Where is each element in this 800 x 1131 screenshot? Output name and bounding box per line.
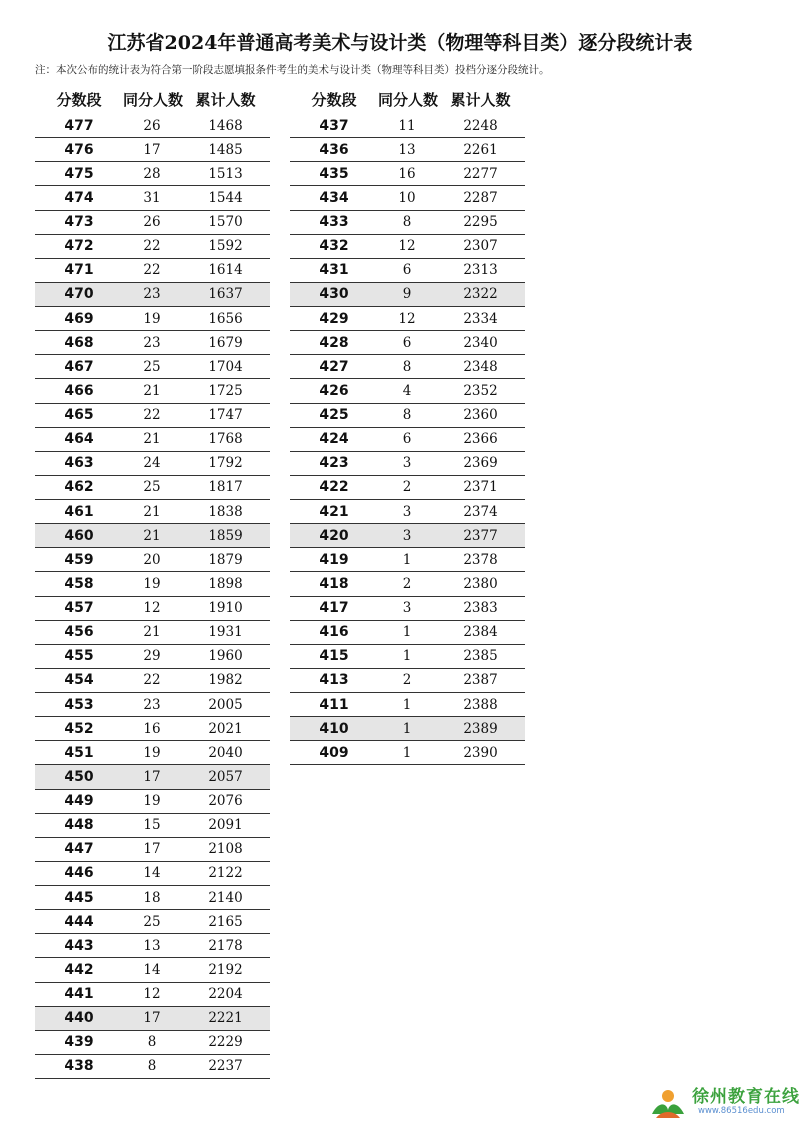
same-count-cell: 4 xyxy=(378,379,436,403)
cumulative-count-cell: 2313 xyxy=(436,258,525,282)
cumulative-count-cell: 1637 xyxy=(181,282,270,306)
cumulative-count-cell: 2360 xyxy=(436,403,525,427)
table-row xyxy=(290,331,525,355)
table-row xyxy=(35,548,270,572)
cumulative-count-cell: 1838 xyxy=(181,500,270,524)
table-row xyxy=(35,114,270,138)
same-count-cell: 28 xyxy=(123,162,181,186)
table-row xyxy=(35,693,270,717)
table-row xyxy=(35,282,270,306)
same-count-cell: 25 xyxy=(123,910,181,934)
same-count-cell: 8 xyxy=(378,355,436,379)
same-count-cell: 8 xyxy=(123,1030,181,1054)
table-row xyxy=(290,693,525,717)
cumulative-count-cell: 1859 xyxy=(181,524,270,548)
cumulative-count-cell: 2380 xyxy=(436,572,525,596)
same-count-cell: 22 xyxy=(123,403,181,427)
table-row xyxy=(35,958,270,982)
same-count-cell: 17 xyxy=(123,765,181,789)
same-count-cell: 19 xyxy=(123,741,181,765)
table-row xyxy=(35,572,270,596)
same-count-cell: 13 xyxy=(378,138,436,162)
same-count-cell: 8 xyxy=(378,403,436,427)
table-row xyxy=(35,331,270,355)
same-count-cell: 21 xyxy=(123,500,181,524)
cumulative-count-cell: 2021 xyxy=(181,717,270,741)
cumulative-count-cell: 1747 xyxy=(181,403,270,427)
table-row xyxy=(35,307,270,331)
same-count-cell: 12 xyxy=(378,307,436,331)
cumulative-count-cell: 2389 xyxy=(436,717,525,741)
same-count-cell: 19 xyxy=(123,789,181,813)
table-row xyxy=(290,668,525,692)
score-cell: 411 xyxy=(290,693,378,717)
cumulative-count-cell: 2348 xyxy=(436,355,525,379)
cumulative-count-cell: 2248 xyxy=(436,114,525,138)
same-count-cell: 25 xyxy=(123,355,181,379)
table-row xyxy=(35,210,270,234)
table-row xyxy=(35,741,270,765)
score-cell: 424 xyxy=(290,427,378,451)
same-count-cell: 9 xyxy=(378,282,436,306)
score-cell: 465 xyxy=(35,403,123,427)
table-row xyxy=(35,861,270,885)
same-count-cell: 1 xyxy=(378,693,436,717)
cumulative-count-cell: 1898 xyxy=(181,572,270,596)
cumulative-count-cell: 1910 xyxy=(181,596,270,620)
score-cell: 455 xyxy=(35,644,123,668)
cumulative-count-cell: 1468 xyxy=(181,114,270,138)
score-cell: 453 xyxy=(35,693,123,717)
score-cell: 428 xyxy=(290,331,378,355)
score-cell: 417 xyxy=(290,596,378,620)
same-count-cell: 21 xyxy=(123,620,181,644)
header-cumulative-count: 累计人数 xyxy=(450,90,511,109)
score-cell: 413 xyxy=(290,668,378,692)
table-row xyxy=(290,644,525,668)
table-row xyxy=(35,500,270,524)
score-cell: 470 xyxy=(35,282,123,306)
score-cell: 425 xyxy=(290,403,378,427)
table-row xyxy=(290,114,525,138)
cumulative-count-cell: 2307 xyxy=(436,234,525,258)
table-row xyxy=(290,475,525,499)
same-count-cell: 22 xyxy=(123,668,181,692)
cumulative-count-cell: 2374 xyxy=(436,500,525,524)
cumulative-count-cell: 2076 xyxy=(181,789,270,813)
table-row xyxy=(35,379,270,403)
same-count-cell: 23 xyxy=(123,282,181,306)
table-row xyxy=(35,934,270,958)
logo-name: 徐州教育在线 xyxy=(692,1087,800,1107)
score-cell: 458 xyxy=(35,572,123,596)
logo-url: www.86516edu.com xyxy=(698,1106,785,1116)
table-row xyxy=(290,500,525,524)
score-cell: 443 xyxy=(35,934,123,958)
header-row xyxy=(290,84,525,114)
table-row xyxy=(290,138,525,162)
table-row xyxy=(35,162,270,186)
table-row xyxy=(290,717,525,741)
table-row xyxy=(35,644,270,668)
same-count-cell: 19 xyxy=(123,307,181,331)
cumulative-count-cell: 1656 xyxy=(181,307,270,331)
score-cell: 474 xyxy=(35,186,123,210)
score-cell: 475 xyxy=(35,162,123,186)
cumulative-count-cell: 2385 xyxy=(436,644,525,668)
cumulative-count-cell: 2277 xyxy=(436,162,525,186)
cumulative-count-cell: 2287 xyxy=(436,186,525,210)
table-row xyxy=(35,234,270,258)
score-cell: 447 xyxy=(35,837,123,861)
page-title: 江苏省2024年普通高考美术与设计类（物理等科目类）逐分段统计表 xyxy=(107,32,693,54)
score-cell: 448 xyxy=(35,813,123,837)
same-count-cell: 18 xyxy=(123,886,181,910)
score-cell: 457 xyxy=(35,596,123,620)
same-count-cell: 8 xyxy=(123,1054,181,1078)
score-cell: 442 xyxy=(35,958,123,982)
score-cell: 410 xyxy=(290,717,378,741)
score-cell: 416 xyxy=(290,620,378,644)
cumulative-count-cell: 2369 xyxy=(436,451,525,475)
cumulative-count-cell: 1817 xyxy=(181,475,270,499)
cumulative-count-cell: 2383 xyxy=(436,596,525,620)
cumulative-count-cell: 2237 xyxy=(181,1054,270,1078)
cumulative-count-cell: 2140 xyxy=(181,886,270,910)
table-row xyxy=(290,162,525,186)
score-cell: 473 xyxy=(35,210,123,234)
score-cell: 437 xyxy=(290,114,378,138)
header-same-count: 同分人数 xyxy=(378,90,439,109)
cumulative-count-cell: 2229 xyxy=(181,1030,270,1054)
score-cell: 460 xyxy=(35,524,123,548)
cumulative-count-cell: 2005 xyxy=(181,693,270,717)
cumulative-count-cell: 1485 xyxy=(181,138,270,162)
same-count-cell: 14 xyxy=(123,958,181,982)
same-count-cell: 17 xyxy=(123,1006,181,1030)
same-count-cell: 15 xyxy=(123,813,181,837)
cumulative-count-cell: 1879 xyxy=(181,548,270,572)
cumulative-count-cell: 1768 xyxy=(181,427,270,451)
same-count-cell: 19 xyxy=(123,572,181,596)
score-cell: 446 xyxy=(35,861,123,885)
same-count-cell: 3 xyxy=(378,500,436,524)
table-note: 注：本次公布的统计表为符合第一阶段志愿填报条件考生的美术与设计类（物理等科目类）投档分逐分段统计。 xyxy=(35,64,550,76)
table-row xyxy=(35,186,270,210)
table-row xyxy=(35,427,270,451)
same-count-cell: 2 xyxy=(378,475,436,499)
table-row xyxy=(35,403,270,427)
cumulative-count-cell: 2384 xyxy=(436,620,525,644)
cumulative-count-cell: 1931 xyxy=(181,620,270,644)
table-row xyxy=(35,668,270,692)
table-row xyxy=(35,475,270,499)
score-cell: 431 xyxy=(290,258,378,282)
same-count-cell: 3 xyxy=(378,524,436,548)
cumulative-count-cell: 2334 xyxy=(436,307,525,331)
same-count-cell: 17 xyxy=(123,138,181,162)
same-count-cell: 10 xyxy=(378,186,436,210)
score-cell: 461 xyxy=(35,500,123,524)
score-cell: 435 xyxy=(290,162,378,186)
score-cell: 462 xyxy=(35,475,123,499)
table-row xyxy=(290,234,525,258)
cumulative-count-cell: 1792 xyxy=(181,451,270,475)
header-score: 分数段 xyxy=(311,90,357,109)
score-cell: 476 xyxy=(35,138,123,162)
score-cell: 415 xyxy=(290,644,378,668)
table-row xyxy=(35,813,270,837)
table-row xyxy=(35,596,270,620)
cumulative-count-cell: 1704 xyxy=(181,355,270,379)
cumulative-count-cell: 2388 xyxy=(436,693,525,717)
cumulative-count-cell: 1513 xyxy=(181,162,270,186)
score-cell: 433 xyxy=(290,210,378,234)
same-count-cell: 13 xyxy=(123,934,181,958)
cumulative-count-cell: 2261 xyxy=(436,138,525,162)
cumulative-count-cell: 2204 xyxy=(181,982,270,1006)
score-table-right xyxy=(290,84,525,765)
same-count-cell: 20 xyxy=(123,548,181,572)
site-logo xyxy=(648,1080,798,1128)
score-cell: 418 xyxy=(290,572,378,596)
header-row xyxy=(35,84,270,114)
score-cell: 471 xyxy=(35,258,123,282)
cumulative-count-cell: 2192 xyxy=(181,958,270,982)
same-count-cell: 11 xyxy=(378,114,436,138)
cumulative-count-cell: 2165 xyxy=(181,910,270,934)
table-row xyxy=(35,765,270,789)
same-count-cell: 21 xyxy=(123,379,181,403)
score-cell: 436 xyxy=(290,138,378,162)
same-count-cell: 3 xyxy=(378,596,436,620)
same-count-cell: 25 xyxy=(123,475,181,499)
score-cell: 450 xyxy=(35,765,123,789)
score-cell: 466 xyxy=(35,379,123,403)
score-cell: 441 xyxy=(35,982,123,1006)
table-row xyxy=(290,258,525,282)
same-count-cell: 6 xyxy=(378,427,436,451)
cumulative-count-cell: 2108 xyxy=(181,837,270,861)
score-cell: 463 xyxy=(35,451,123,475)
score-cell: 427 xyxy=(290,355,378,379)
score-cell: 452 xyxy=(35,717,123,741)
table-row xyxy=(35,524,270,548)
score-cell: 449 xyxy=(35,789,123,813)
same-count-cell: 12 xyxy=(123,982,181,1006)
same-count-cell: 8 xyxy=(378,210,436,234)
table-row xyxy=(35,620,270,644)
score-cell: 409 xyxy=(290,741,378,765)
table-row xyxy=(35,1006,270,1030)
same-count-cell: 31 xyxy=(123,186,181,210)
same-count-cell: 6 xyxy=(378,331,436,355)
table-row xyxy=(290,572,525,596)
cumulative-count-cell: 1982 xyxy=(181,668,270,692)
same-count-cell: 26 xyxy=(123,114,181,138)
table-row xyxy=(35,717,270,741)
score-cell: 464 xyxy=(35,427,123,451)
table-row xyxy=(290,427,525,451)
table-row xyxy=(290,620,525,644)
score-cell: 423 xyxy=(290,451,378,475)
cumulative-count-cell: 2295 xyxy=(436,210,525,234)
same-count-cell: 16 xyxy=(123,717,181,741)
score-cell: 445 xyxy=(35,886,123,910)
same-count-cell: 14 xyxy=(123,861,181,885)
score-cell: 421 xyxy=(290,500,378,524)
table-row xyxy=(290,596,525,620)
table-row xyxy=(290,355,525,379)
table-row xyxy=(35,837,270,861)
header-same-count: 同分人数 xyxy=(123,90,184,109)
header-cumulative-count: 累计人数 xyxy=(195,90,256,109)
same-count-cell: 21 xyxy=(123,427,181,451)
score-cell: 439 xyxy=(35,1030,123,1054)
cumulative-count-cell: 2178 xyxy=(181,934,270,958)
same-count-cell: 26 xyxy=(123,210,181,234)
score-cell: 438 xyxy=(35,1054,123,1078)
same-count-cell: 22 xyxy=(123,258,181,282)
table-row xyxy=(35,258,270,282)
same-count-cell: 17 xyxy=(123,837,181,861)
same-count-cell: 6 xyxy=(378,258,436,282)
score-cell: 469 xyxy=(35,307,123,331)
cumulative-count-cell: 2340 xyxy=(436,331,525,355)
score-cell: 432 xyxy=(290,234,378,258)
cumulative-count-cell: 1679 xyxy=(181,331,270,355)
cumulative-count-cell: 1725 xyxy=(181,379,270,403)
score-cell: 472 xyxy=(35,234,123,258)
cumulative-count-cell: 2057 xyxy=(181,765,270,789)
cumulative-count-cell: 1570 xyxy=(181,210,270,234)
score-cell: 444 xyxy=(35,910,123,934)
score-table-left xyxy=(35,84,270,1079)
same-count-cell: 1 xyxy=(378,717,436,741)
cumulative-count-cell: 2221 xyxy=(181,1006,270,1030)
table-row xyxy=(35,910,270,934)
table-row xyxy=(290,524,525,548)
table-row xyxy=(35,451,270,475)
table-row xyxy=(290,307,525,331)
cumulative-count-cell: 2366 xyxy=(436,427,525,451)
score-cell: 419 xyxy=(290,548,378,572)
score-cell: 451 xyxy=(35,741,123,765)
cumulative-count-cell: 2377 xyxy=(436,524,525,548)
table-row xyxy=(290,282,525,306)
score-cell: 440 xyxy=(35,1006,123,1030)
same-count-cell: 23 xyxy=(123,693,181,717)
score-cell: 426 xyxy=(290,379,378,403)
table-row xyxy=(35,1030,270,1054)
same-count-cell: 12 xyxy=(123,596,181,620)
same-count-cell: 12 xyxy=(378,234,436,258)
cumulative-count-cell: 2040 xyxy=(181,741,270,765)
score-cell: 430 xyxy=(290,282,378,306)
same-count-cell: 3 xyxy=(378,451,436,475)
table-row xyxy=(35,789,270,813)
score-cell: 422 xyxy=(290,475,378,499)
table-row xyxy=(35,886,270,910)
score-cell: 468 xyxy=(35,331,123,355)
same-count-cell: 29 xyxy=(123,644,181,668)
table-row xyxy=(35,355,270,379)
same-count-cell: 2 xyxy=(378,668,436,692)
same-count-cell: 21 xyxy=(123,524,181,548)
table-row xyxy=(290,548,525,572)
score-cell: 477 xyxy=(35,114,123,138)
table-row xyxy=(35,138,270,162)
table-row xyxy=(35,1054,270,1078)
cumulative-count-cell: 2091 xyxy=(181,813,270,837)
logo-emblem-icon xyxy=(648,1084,688,1124)
same-count-cell: 24 xyxy=(123,451,181,475)
cumulative-count-cell: 1592 xyxy=(181,234,270,258)
score-cell: 467 xyxy=(35,355,123,379)
score-cell: 420 xyxy=(290,524,378,548)
cumulative-count-cell: 2378 xyxy=(436,548,525,572)
cumulative-count-cell: 2371 xyxy=(436,475,525,499)
score-cell: 429 xyxy=(290,307,378,331)
table-row xyxy=(290,741,525,765)
table-row xyxy=(290,186,525,210)
cumulative-count-cell: 2352 xyxy=(436,379,525,403)
score-cell: 456 xyxy=(35,620,123,644)
same-count-cell: 1 xyxy=(378,741,436,765)
same-count-cell: 1 xyxy=(378,620,436,644)
header-score: 分数段 xyxy=(56,90,102,109)
table-row xyxy=(290,379,525,403)
cumulative-count-cell: 2390 xyxy=(436,741,525,765)
score-cell: 434 xyxy=(290,186,378,210)
same-count-cell: 16 xyxy=(378,162,436,186)
same-count-cell: 2 xyxy=(378,572,436,596)
same-count-cell: 1 xyxy=(378,644,436,668)
score-cell: 459 xyxy=(35,548,123,572)
score-cell: 454 xyxy=(35,668,123,692)
table-row xyxy=(290,210,525,234)
table-row xyxy=(290,403,525,427)
table-row xyxy=(35,982,270,1006)
same-count-cell: 23 xyxy=(123,331,181,355)
same-count-cell: 22 xyxy=(123,234,181,258)
cumulative-count-cell: 1544 xyxy=(181,186,270,210)
cumulative-count-cell: 1960 xyxy=(181,644,270,668)
cumulative-count-cell: 1614 xyxy=(181,258,270,282)
same-count-cell: 1 xyxy=(378,548,436,572)
cumulative-count-cell: 2387 xyxy=(436,668,525,692)
cumulative-count-cell: 2322 xyxy=(436,282,525,306)
cumulative-count-cell: 2122 xyxy=(181,861,270,885)
table-row xyxy=(290,451,525,475)
